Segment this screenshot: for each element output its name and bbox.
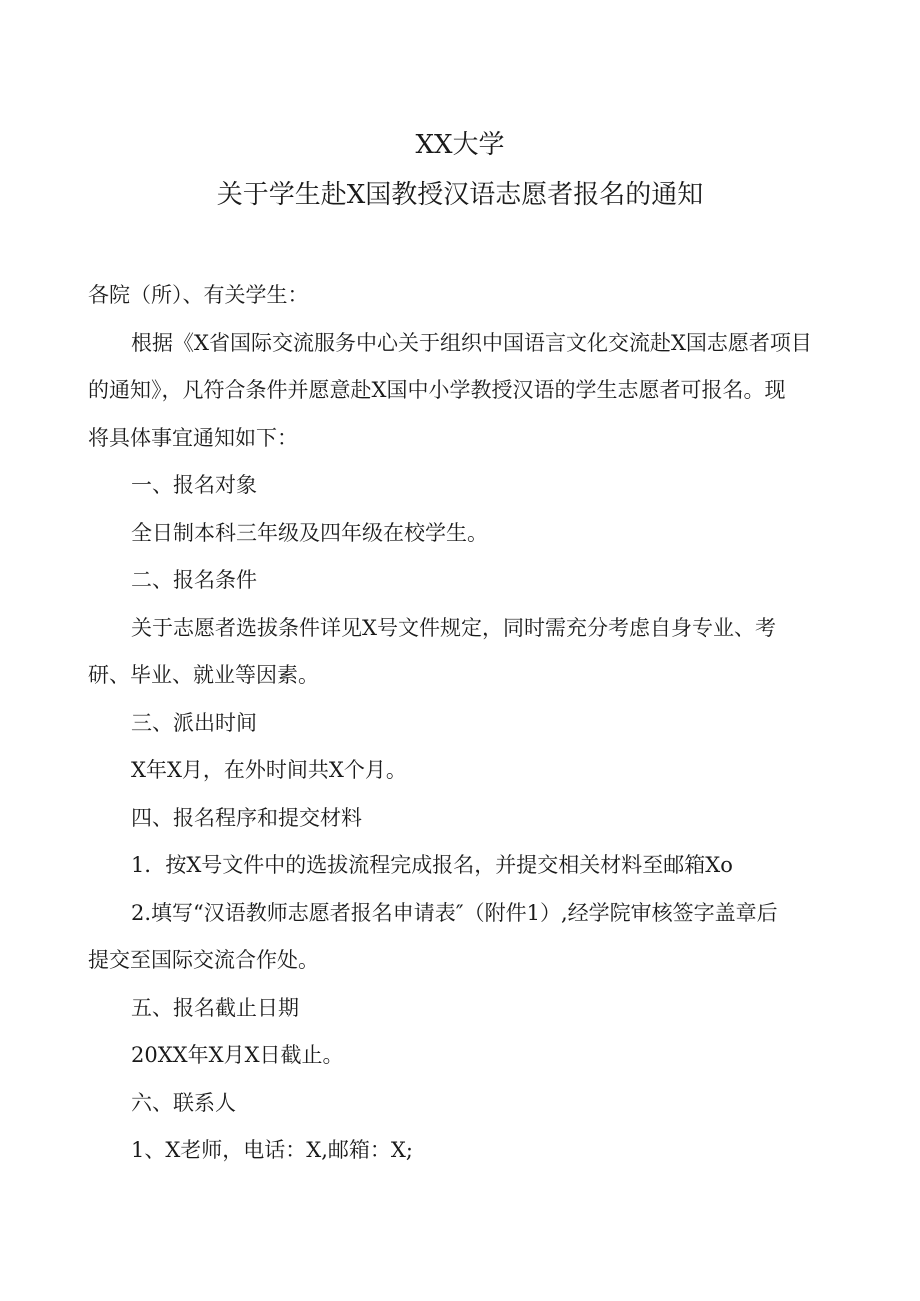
procedure-item-2-line-2: 提交至国际交流合作处。	[88, 948, 319, 972]
section-body-applicants: 全日制本科三年级及四年级在校学生。	[131, 520, 488, 545]
procedure-item-2-line-1: 2.填写“汉语教师志愿者报名申请表″（附件1）,经学院审核签字盖章后	[131, 900, 778, 925]
contact-item-1: 1、X老师，电话：X,邮箱：X;	[131, 1138, 413, 1162]
procedure-item-1: 1．按X号文件中的选拔流程完成报名，并提交相关材料至邮箱Xo	[131, 853, 733, 877]
document-body	[88, 272, 833, 1175]
intro-line-3: 将具体事宜通知如下：	[88, 425, 298, 450]
document-title-university: XX大学	[415, 130, 505, 160]
section-heading-contact: 六、联系人	[131, 1090, 236, 1115]
intro-line-2: 的通知》，凡符合条件并愿意赴X国中小学教授汉语的学生志愿者可报名。现	[88, 378, 786, 402]
section-heading-deadline: 五、报名截止日期	[131, 995, 299, 1020]
section-heading-procedure: 四、报名程序和提交材料	[131, 805, 362, 830]
salutation: 各院（所）、有关学生：	[88, 283, 309, 307]
document-title-notice: 关于学生赴X国教授汉语志愿者报名的通知	[216, 180, 704, 210]
section-body-deadline: 20XX年X月X日截止。	[131, 1043, 344, 1067]
section-heading-dispatch-time: 三、派出时间	[131, 710, 257, 735]
section-body-dispatch-time: X年X月，在外时间共X个月。	[131, 758, 407, 782]
section-heading-conditions: 二、报名条件	[131, 568, 257, 592]
section-body-conditions-line-1: 关于志愿者选拔条件详见X号文件规定，同时需充分考虑自身专业、考	[131, 615, 776, 640]
section-body-conditions-line-2: 研、毕业、就业等因素。	[88, 663, 319, 687]
section-heading-applicants: 一、报名对象	[131, 473, 257, 497]
intro-line-1: 根据《X省国际交流服务中心关于组织中国语言文化交流赴X国志愿者项目	[131, 330, 812, 355]
